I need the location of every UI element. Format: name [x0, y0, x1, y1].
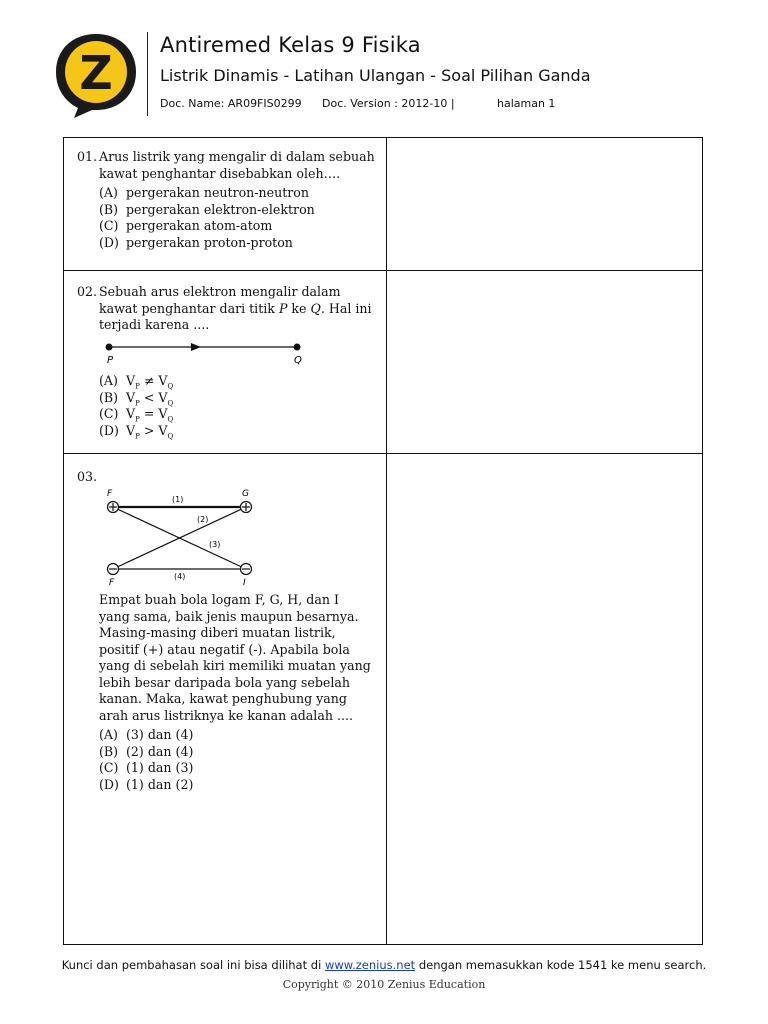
wire-label-3: (3) [209, 540, 221, 549]
label-q: Q [294, 355, 302, 366]
point-p [106, 344, 113, 351]
page-number: halaman 1 [497, 97, 556, 110]
question-3 [77, 469, 377, 939]
option-a: (A) (3) dan (4) [99, 727, 194, 742]
option-d: (D) $V_P > V_Q$ [99, 422, 174, 441]
option-c: (C) pergerakan atom-atom [99, 218, 273, 233]
wire-label-1: (1) [172, 495, 184, 504]
page-subtitle: Listrik Dinamis - Latihan Ulangan - Soal Pilihan Ganda [160, 66, 591, 85]
option-a: (A) pergerakan neutron-neutron [99, 185, 309, 200]
option-b: (B) $V_P < V_Q$ [99, 389, 174, 408]
doc-version: Doc. Version : 2012-10 | [322, 97, 455, 110]
option-c: (C) $V_P = V_Q$ [99, 406, 174, 424]
doc-name: Doc. Name: AR09FIS0299 [160, 97, 302, 110]
logo-letter: Z [79, 46, 113, 100]
sphere-circuit-diagram [101, 487, 281, 587]
sphere-negative-right [241, 564, 252, 575]
point-q [294, 344, 301, 351]
wire-label-4: (4) [174, 572, 186, 581]
label-bottom-left: F [109, 578, 115, 587]
copyright: Copyright © 2010 Zenius Education [282, 978, 486, 991]
column-divider [386, 138, 387, 944]
label-p: P [107, 355, 114, 366]
row-divider [64, 453, 702, 454]
question-1 [77, 149, 377, 269]
label-bottom-right: I [243, 578, 246, 587]
wire-label-2: (2) [197, 515, 209, 524]
wire-diagram-pq [99, 339, 309, 367]
label-top-right: G [242, 489, 249, 499]
sphere-negative-left [108, 564, 119, 575]
arrow-icon [191, 343, 201, 351]
option-b: (B) pergerakan elektron-elektron [99, 201, 315, 217]
zenius-link[interactable]: www.zenius.net [324, 958, 416, 972]
option-d: (D) pergerakan proton-proton [99, 234, 293, 250]
footer-note: Kunci dan pembahasan soal ini bisa dilihat di www.zenius.net dengan memasukkan kode 1541 ke menu search. [61, 958, 707, 972]
question-stem: Sebuah arus elektron mengalir dalam kawat penghantar dari titik P ke Q. Hal ini terjadi karena .... [99, 284, 372, 332]
option-d: (D) (1) dan (2) [99, 776, 194, 792]
question-number: 01. [77, 149, 98, 164]
question-2 [77, 284, 377, 449]
header-divider [147, 32, 148, 116]
question-table [63, 137, 703, 945]
question-number: 03. [77, 469, 98, 484]
question-number: 02. [77, 284, 98, 299]
question-stem: Arus listrik yang mengalir di dalam sebuah kawat penghantar disebabkan oleh…. [99, 149, 375, 181]
question-stem: Empat buah bola logam F, G, H, dan I yang sama, baik jenis maupun besarnya. Masing-masing diberi muatan listrik, positif (+) atau negatif (-). Apabila bola yang di sebelah kiri memiliki muatan yang lebih besar daripada bola yang sebelah kanan. Maka, kawat penghubung yang arah arus listriknya ke kanan adalah .... [99, 592, 371, 723]
option-a: (A) $V_P \ne V_Q$ [99, 373, 174, 391]
option-c: (C) (1) dan (3) [99, 760, 194, 775]
zenius-logo [52, 30, 140, 120]
option-b: (B) (2) dan (4) [99, 743, 194, 759]
label-top-left: F [107, 489, 113, 499]
sphere-positive-left [108, 502, 119, 513]
row-divider [64, 270, 702, 271]
sphere-positive-right [241, 502, 252, 513]
page-title: Antiremed Kelas 9 Fisika [160, 33, 421, 57]
